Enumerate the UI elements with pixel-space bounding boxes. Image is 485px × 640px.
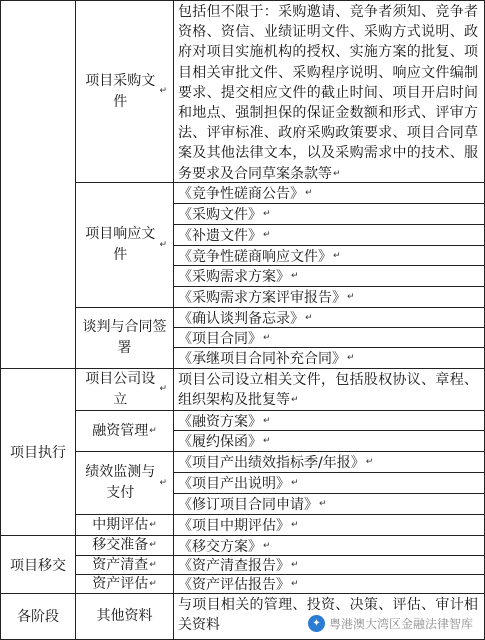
table-border bbox=[75, 514, 485, 515]
item-label: 项目采购文件 bbox=[85, 72, 156, 110]
paragraph-mark-icon: ↵ bbox=[319, 499, 327, 509]
doc-entry bbox=[174, 431, 484, 451]
table-border bbox=[173, 347, 485, 348]
paragraph-mark-icon: ↵ bbox=[263, 332, 271, 343]
doc-title: 《资产评估报告》 bbox=[178, 577, 290, 593]
paragraph-mark-icon: ↵ bbox=[291, 520, 299, 530]
item-label: 融资管理 bbox=[92, 422, 149, 439]
doc-title: 《采购文件》 bbox=[178, 207, 262, 223]
stage-label: 项目移交 bbox=[10, 557, 66, 574]
paragraph-mark-icon: ↵ bbox=[305, 312, 313, 323]
table-border bbox=[75, 555, 485, 556]
paragraph-mark-icon: ↵ bbox=[333, 168, 341, 179]
content-text: 与项目相关的管理、投资、决策、评估、审计相关资料 bbox=[178, 597, 478, 634]
stage-label: 项目执行 bbox=[10, 445, 66, 461]
watermark-text: 粤港澳大湾区金融法律智库 bbox=[328, 617, 473, 631]
table-border bbox=[75, 307, 485, 308]
table-border bbox=[173, 286, 485, 287]
doc-title: 《融资方案》 bbox=[178, 413, 262, 430]
item-label: 绩效监测与支付 bbox=[85, 464, 156, 501]
table-border bbox=[0, 368, 485, 369]
content-text: 包括但不限于：采购邀请、竞争者须知、竞争者资格、资信、业绩证明文件、采购方式说明、政府对项目实施机构的授权、实施方案的批复、项目相关审批文件、采购程序说明、响应文件编制要求、提交相应文件的截止时间、项目开启时间和地点、强制担保的保证金数额和形式、评审方法、评审标准、政府采购政策要求、项目合同草案及其他法律文本，以及采购需求中的技术、服务要求及合同草案条款等 bbox=[178, 4, 478, 182]
item-cell-financing bbox=[76, 411, 173, 451]
doc-entry bbox=[174, 536, 484, 555]
doc-title: 《竞争性磋商公告》 bbox=[178, 186, 304, 202]
doc-entry bbox=[174, 411, 484, 430]
watermark bbox=[304, 613, 477, 634]
table-border bbox=[0, 0, 485, 1]
doc-entry bbox=[174, 348, 484, 368]
table-border bbox=[173, 493, 485, 494]
item-cell-handover-prep bbox=[76, 536, 173, 555]
table-border bbox=[0, 535, 485, 536]
doc-title: 《项目合同》 bbox=[178, 330, 262, 347]
item-cell-midterm bbox=[76, 515, 173, 535]
doc-title: 《补遗文件》 bbox=[178, 228, 262, 244]
paragraph-mark-icon: ↵ bbox=[347, 353, 355, 363]
table-border bbox=[173, 472, 485, 473]
item-cell-performance bbox=[76, 452, 173, 514]
doc-title: 《竞争性磋商响应文件》 bbox=[178, 248, 332, 265]
doc-entry bbox=[174, 183, 484, 203]
paragraph-mark-icon: ↵ bbox=[159, 239, 167, 250]
paragraph-mark-icon: ↵ bbox=[149, 559, 157, 570]
item-cell-response-docs bbox=[76, 183, 173, 307]
paragraph-mark-icon: ↵ bbox=[149, 425, 157, 436]
content-cell-company-setup bbox=[174, 369, 484, 410]
paragraph-mark-icon: ↵ bbox=[333, 250, 341, 261]
paragraph-mark-icon: ↵ bbox=[291, 560, 299, 570]
item-label: 其他资料 bbox=[96, 607, 153, 624]
table-border bbox=[173, 203, 485, 204]
content-text: 项目公司设立相关文件，包括股权协议、章程、组织架构及批复等 bbox=[178, 372, 478, 409]
paragraph-mark-icon: ↵ bbox=[305, 188, 313, 198]
item-cell-asset-valuation bbox=[76, 575, 173, 593]
item-label: 谈判与合同签署 bbox=[82, 319, 167, 356]
doc-title: 《履约保函》 bbox=[178, 434, 262, 450]
doc-entry bbox=[174, 287, 484, 307]
item-label: 移交准备 bbox=[92, 537, 149, 553]
item-cell-asset-check bbox=[76, 556, 173, 574]
item-label: 项目响应文件 bbox=[85, 226, 156, 263]
paragraph-mark-icon: ↵ bbox=[263, 415, 271, 426]
doc-title: 《资产清查报告》 bbox=[178, 558, 290, 574]
paragraph-mark-icon: ↵ bbox=[159, 477, 167, 488]
doc-title: 《修订项目合同申请》 bbox=[178, 497, 318, 513]
stage-label: 各阶段 bbox=[17, 609, 59, 625]
wechat-logo-icon: ✦ bbox=[308, 615, 325, 632]
doc-title: 《承继项目合同补充合同》 bbox=[178, 351, 346, 367]
table-border bbox=[173, 0, 174, 640]
paragraph-mark-icon: ↵ bbox=[149, 578, 157, 589]
paragraph-mark-icon: ↵ bbox=[263, 436, 271, 446]
stage-cell-execution bbox=[1, 369, 75, 535]
doc-title: 《项目产出说明》 bbox=[178, 476, 290, 492]
doc-title: 《项目中期评估》 bbox=[178, 518, 290, 534]
doc-title: 《项目产出绩效指标季/年报》 bbox=[178, 455, 365, 471]
paragraph-mark-icon: ↵ bbox=[291, 395, 299, 406]
table-border bbox=[173, 224, 485, 225]
doc-title: 《采购需求方案》 bbox=[178, 269, 290, 285]
table-border bbox=[173, 327, 485, 328]
table-border bbox=[0, 593, 485, 594]
paragraph-mark-icon: ↵ bbox=[291, 478, 299, 488]
doc-entry bbox=[174, 328, 484, 347]
paragraph-mark-icon: ↵ bbox=[365, 457, 374, 467]
paragraph-mark-icon: ↵ bbox=[149, 519, 157, 530]
doc-entry bbox=[174, 452, 484, 472]
paragraph-mark-icon: ↵ bbox=[291, 579, 299, 589]
paragraph-mark-icon: ↵ bbox=[263, 230, 271, 240]
item-cell-procurement-docs bbox=[76, 1, 173, 182]
item-label: 项目公司设立 bbox=[85, 370, 156, 408]
doc-entry bbox=[174, 308, 484, 327]
paragraph-mark-icon: ↵ bbox=[291, 271, 299, 281]
doc-entry bbox=[174, 266, 484, 286]
table-border bbox=[75, 0, 76, 640]
item-label: 资产评估 bbox=[92, 575, 149, 592]
table-border bbox=[173, 245, 485, 246]
stage-cell-handover bbox=[1, 536, 75, 593]
content-cell-procurement bbox=[174, 1, 484, 182]
table-border bbox=[75, 410, 485, 411]
doc-entry bbox=[174, 556, 484, 574]
doc-title: 《移交方案》 bbox=[178, 538, 262, 555]
doc-entry bbox=[174, 225, 484, 245]
table-border bbox=[75, 451, 485, 452]
doc-entry bbox=[174, 204, 484, 224]
stage-cell-all-stages bbox=[1, 594, 75, 638]
table-border bbox=[75, 182, 485, 183]
item-cell-other bbox=[76, 594, 173, 638]
doc-entry bbox=[174, 494, 484, 514]
doc-entry bbox=[174, 473, 484, 493]
table-border bbox=[173, 265, 485, 266]
item-label: 中期评估 bbox=[92, 516, 149, 533]
doc-entry bbox=[174, 515, 484, 535]
paragraph-mark-icon: ↵ bbox=[347, 292, 355, 302]
doc-title: 《采购需求方案评审报告》 bbox=[178, 290, 346, 306]
paragraph-mark-icon: ↵ bbox=[159, 384, 167, 394]
paragraph-mark-icon: ↵ bbox=[263, 540, 271, 551]
item-label: 资产清查 bbox=[92, 556, 149, 573]
paragraph-mark-icon: ↵ bbox=[263, 209, 271, 219]
item-cell-negotiation bbox=[76, 308, 173, 368]
doc-entry bbox=[174, 575, 484, 593]
paragraph-mark-icon: ↵ bbox=[149, 540, 157, 550]
paragraph-mark-icon: ↵ bbox=[159, 86, 167, 96]
table-border bbox=[0, 0, 1, 640]
table-border bbox=[173, 430, 485, 431]
doc-title: 《确认谈判备忘录》 bbox=[178, 310, 304, 327]
doc-entry bbox=[174, 246, 484, 265]
table-border bbox=[75, 574, 485, 575]
item-cell-company-setup bbox=[76, 369, 173, 410]
